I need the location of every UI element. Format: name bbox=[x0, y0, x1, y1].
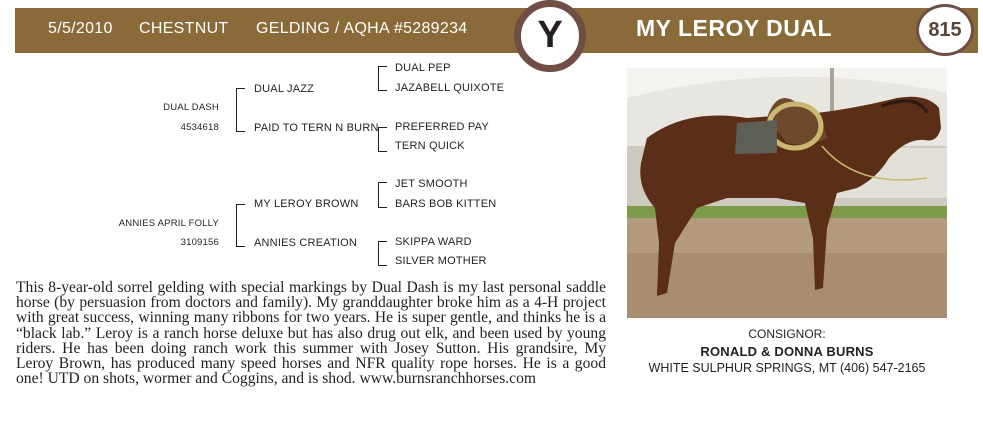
foaling-date: 5/5/2010 bbox=[48, 20, 113, 37]
gg-bracket-3 bbox=[378, 182, 387, 208]
gg-bracket-4 bbox=[378, 241, 387, 266]
dam-sire: MY LEROY BROWN bbox=[254, 198, 359, 210]
category-badge bbox=[514, 0, 586, 72]
sire-name: DUAL DASH bbox=[163, 102, 219, 113]
dam-bracket bbox=[236, 204, 245, 247]
great-grandparent: SILVER MOTHER bbox=[395, 255, 487, 267]
gg-bracket-2 bbox=[378, 127, 387, 152]
great-grandparent: JAZABELL QUIXOTE bbox=[395, 82, 505, 94]
lot-number: 815 bbox=[928, 19, 962, 41]
horse-photo bbox=[627, 68, 947, 318]
dam-dam: ANNIES CREATION bbox=[254, 237, 358, 249]
consignor-location: WHITE SULPHUR SPRINGS, MT (406) 547-2165 bbox=[648, 361, 926, 375]
great-grandparent: BARS BOB KITTEN bbox=[395, 198, 497, 210]
horse-name: MY LEROY DUAL bbox=[636, 15, 833, 41]
dam-number: 3109156 bbox=[180, 237, 219, 248]
great-grandparent: TERN QUICK bbox=[395, 140, 465, 152]
lot-number-badge bbox=[916, 4, 974, 56]
sire-dam: PAID TO TERN N BURN bbox=[254, 122, 379, 134]
gg-bracket-1 bbox=[378, 66, 387, 91]
great-grandparent: SKIPPA WARD bbox=[395, 236, 472, 248]
badge-letter: Y bbox=[537, 14, 563, 56]
great-grandparent: DUAL PEP bbox=[395, 62, 451, 74]
sire-sire: DUAL JAZZ bbox=[254, 83, 315, 95]
consignor-label: CONSIGNOR: bbox=[748, 327, 826, 341]
dam-name: ANNIES APRIL FOLLY bbox=[118, 218, 219, 229]
horse-color: CHESTNUT bbox=[139, 20, 229, 37]
sex-registration: GELDING / AQHA #5289234 bbox=[256, 20, 468, 37]
great-grandparent: PREFERRED PAY bbox=[395, 121, 489, 133]
great-grandparent: JET SMOOTH bbox=[395, 178, 468, 190]
horse-description: This 8-year-old sorrel gelding with special markings by Dual Dash is my last personal saddle horse (by persuasion from doctors and family). My granddaughter broke him as a 4-H project with great success, winning many ribbons for two years. He is super gentle, and thinks he is a “black lab.” Leroy is a ranch horse deluxe but has also drug out elk, and been used by young riders. He has been doing ranch work this summer with Josey Sutton. His grandsire, My Leroy Brown, has produced many speed horses and NFR quality rope horses. He is a good one! UTD on shots, wormer and Coggins, and is shod. www.burnsranchhorses.com bbox=[16, 279, 606, 388]
sire-number: 4534618 bbox=[180, 122, 219, 133]
consignor-name: RONALD & DONNA BURNS bbox=[700, 344, 874, 359]
sire-bracket bbox=[236, 88, 245, 132]
